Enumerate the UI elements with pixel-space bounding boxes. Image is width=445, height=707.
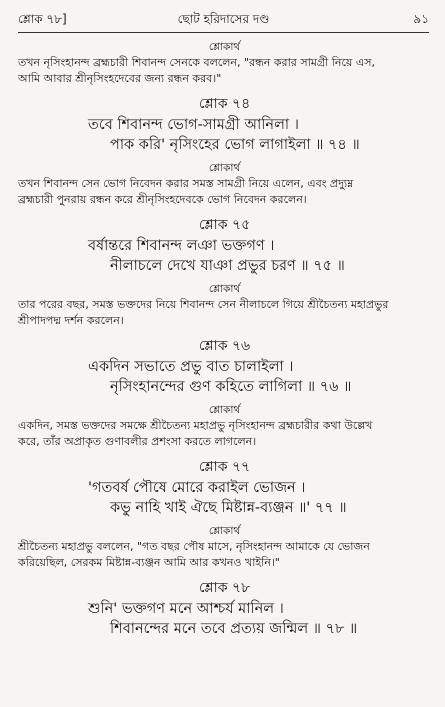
running-header — [18, 8, 429, 33]
paragraph-line: করে, তাঁর অপ্রাকৃত গুণাবলীর প্রশংসা করতে লাগলেন। — [18, 435, 257, 448]
paragraph-line: শ্রীচৈতন্য মহাপ্রভু বললেন, "গত বছর পৌষ মাসে, নৃসিংহানন্দ আমাকে যে ভোজন — [18, 540, 370, 553]
verse-line: বর্ষান্তরে শিবানন্দ লঞা ভক্তগণ । — [88, 238, 275, 254]
verse-line: 'গতবর্ষ পৌষে মোরে করাইল ভোজন । — [88, 480, 306, 496]
paragraph-line: তার পরের বছর, সমস্ত ভক্তদের নিয়ে শিবানন্দ সেন নীলাচলে গিয়ে শ্রীচৈতন্য মহাপ্রভুর — [18, 298, 389, 311]
paragraph-line: শ্রীপাদপদ্ম দর্শন করলেন। — [18, 314, 124, 327]
paragraph-line: একদিন, সমস্ত ভক্তদের সমক্ষে শ্রীচৈতন্য মহাপ্রভু নৃসিংহানন্দ ব্রহ্মচারীর কথা উল্লেখ — [18, 419, 373, 432]
translation-heading: শ্লোকার্থ — [208, 41, 241, 53]
translation-heading: শ্লোকার্থ — [208, 404, 241, 416]
verse-title: শ্লোক ৭৪ — [198, 96, 251, 112]
verse-title: শ্লোক ৭৫ — [198, 217, 251, 233]
header-chapter-title: ছোট হরিদাসের দণ্ড — [177, 12, 270, 26]
header-verse-ref: শ্লোক ৭৮] — [18, 12, 67, 26]
translation-heading: শ্লোকার্থ — [208, 525, 241, 537]
translation-heading: শ্লোকার্থ — [208, 162, 241, 174]
verse-title: শ্লোক ৭৮ — [198, 580, 251, 596]
paragraph-line: ব্রহ্মচারী পুনরায় রন্ধন করে শ্রীনৃসিংহদেবকে ভোগ নিবেদন করলেন। — [18, 193, 307, 206]
translation-paragraph — [18, 539, 431, 571]
translation-paragraph — [18, 55, 431, 87]
page-body — [18, 40, 431, 639]
verse-line: পাক করি' নৃসিংহের ভোগ লাগাইলা ॥ ৭৪ ॥ — [110, 137, 360, 153]
verse-line: নীলাচলে দেখে যাঞা প্রভুর চরণ ॥ ৭৫ ॥ — [110, 258, 345, 274]
paragraph-line: করিয়েছিল, সেরকম মিষ্টান্ন-ব্যঞ্জন আমি আর কখনও খাইনি।" — [18, 556, 280, 569]
verse-title: শ্লোক ৭৬ — [198, 338, 251, 354]
paragraph-line: তখন শিবানন্দ সেন ভোগ নিবেদন করার সমস্ত সামগ্রী নিয়ে এলেন, এবং প্রদ্যুম্ন — [18, 177, 354, 190]
translation-heading: শ্লোকার্থ — [208, 283, 241, 295]
page-number: ৯১ — [413, 12, 429, 26]
verse-line: শিবানন্দের মনে তবে প্রত্যয় জন্মিল ॥ ৭৮ ॥ — [110, 621, 358, 637]
verse-line: একদিন সভাতে প্রভু বাত চালাইলা । — [88, 359, 294, 375]
paragraph-line: তখন নৃসিংহানন্দ ব্রহ্মচারী শিবানন্দ সেনকে বললেন, "রন্ধন করার সামগ্রী নিয়ে এস, — [18, 56, 376, 69]
verse-line: নৃসিংহানন্দের গুণ কহিতে লাগিলা ॥ ৭৬ ॥ — [110, 379, 352, 395]
verse-line: তবে শিবানন্দ ভোগ-সামগ্রী আনিলা । — [88, 117, 299, 133]
verse-line: শুনি' ভক্তগণ মনে আশ্চর্য মানিল । — [88, 601, 284, 617]
paragraph-line: আমি আবার শ্রীনৃসিংহদেবের জন্য রন্ধন করব।" — [18, 72, 222, 85]
translation-paragraph — [18, 176, 431, 208]
translation-paragraph — [18, 418, 431, 450]
translation-paragraph — [18, 297, 431, 329]
verse-line: কভু নাহি খাই ঐছে মিষ্টান্ন-ব্যঞ্জন ॥' ৭৭ ॥ — [110, 500, 347, 516]
verse-title: শ্লোক ৭৭ — [198, 459, 251, 475]
